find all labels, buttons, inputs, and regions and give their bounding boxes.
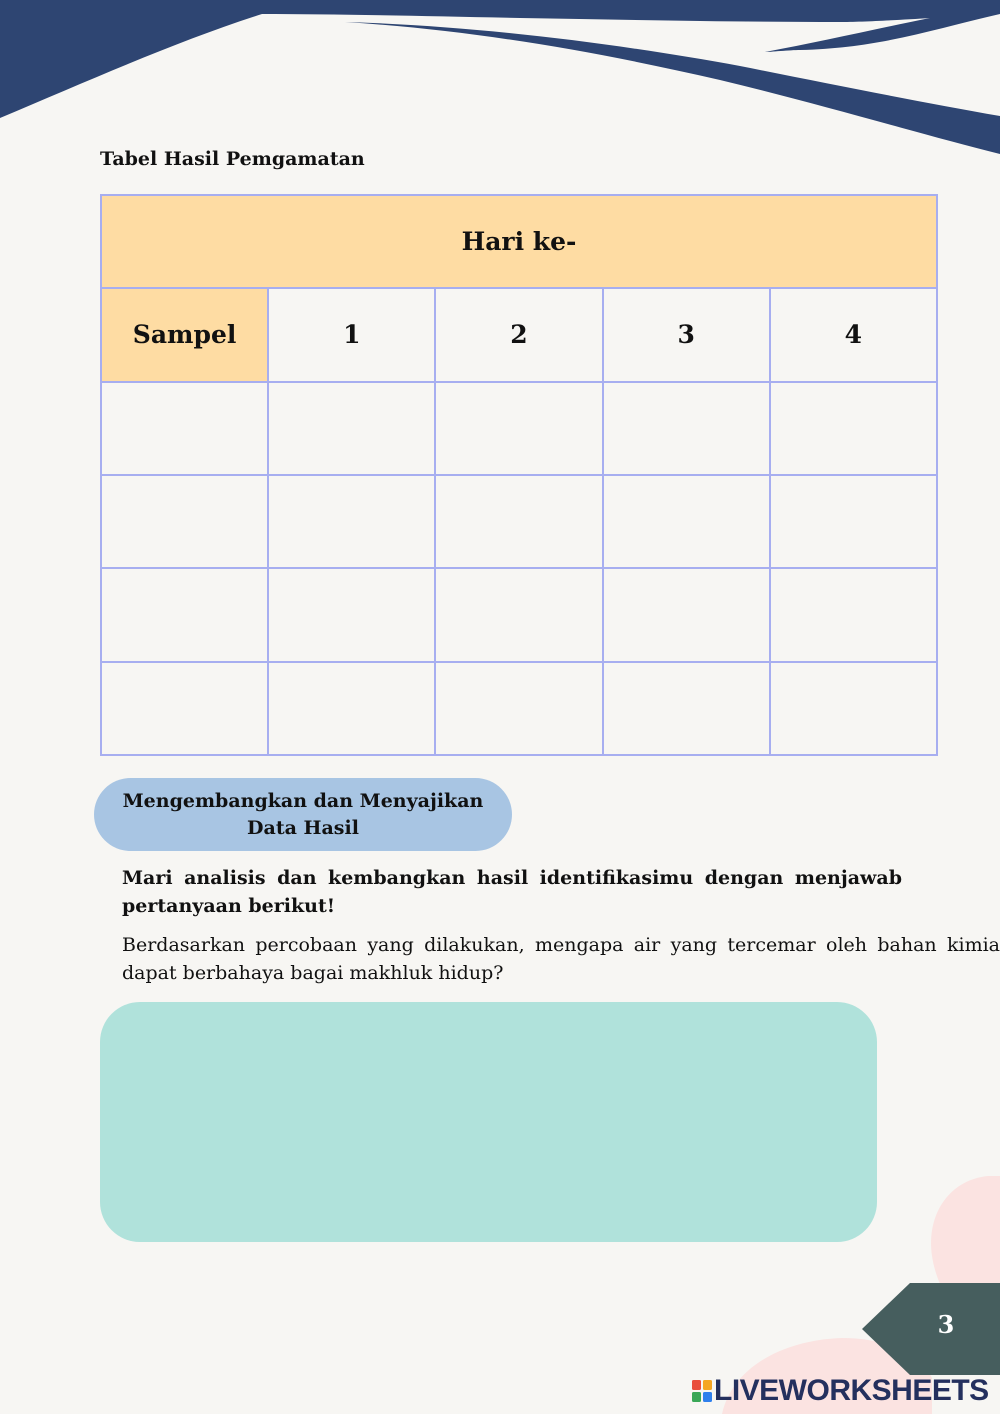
sample-header: Sampel [101,288,268,381]
table-cell[interactable] [435,662,602,755]
table-cell[interactable] [770,382,937,475]
table-cell[interactable] [603,382,770,475]
table-cell[interactable] [435,475,602,568]
table-cell[interactable] [770,568,937,661]
table-cell[interactable] [435,382,602,475]
table-column-row [101,288,937,381]
day-column-header: 2 [435,288,602,381]
table-cell[interactable] [101,475,268,568]
table-cell[interactable] [101,662,268,755]
table-cell[interactable] [268,382,435,475]
table-cell[interactable] [101,382,268,475]
table-cell[interactable] [101,568,268,661]
table-cell[interactable] [603,475,770,568]
table-header-row [101,195,937,288]
table-row [101,568,937,661]
table-cell[interactable] [770,662,937,755]
section-heading: Mengembangkan dan Menyajikan Data Hasil [122,789,484,839]
header-wave-decoration [0,0,1000,170]
brand-watermark [692,1374,989,1408]
table-title: Tabel Hasil Pemgamatan [100,148,365,170]
day-column-header: 3 [603,288,770,381]
day-column-header: 4 [770,288,937,381]
table-cell[interactable] [435,568,602,661]
table-cell[interactable] [268,662,435,755]
table-cell[interactable] [603,568,770,661]
question-text: Berdasarkan percobaan yang dilakukan, mengapa air yang tercemar oleh bahan kimia dapat berbahaya bagai makhluk hidup? [122,934,1000,984]
table-cell[interactable] [268,475,435,568]
table-row [101,475,937,568]
observation-table [100,194,938,756]
day-span-header: Hari ke- [101,195,937,288]
section-heading-pill [94,778,512,851]
table-cell[interactable] [268,568,435,661]
brand-name: LIVEWORKSHEETS [714,1374,989,1407]
table-row [101,382,937,475]
day-column-header: 1 [268,288,435,381]
liveworksheets-logo-icon [692,1380,712,1402]
table-row [101,662,937,755]
answer-box[interactable] [100,1002,877,1242]
table-cell[interactable] [603,662,770,755]
question-intro: Mari analisis dan kembangkan hasil identifikasimu dengan menjawab pertanyaan berikut! [122,867,902,917]
page-number: 3 [937,1310,955,1339]
table-cell[interactable] [770,475,937,568]
